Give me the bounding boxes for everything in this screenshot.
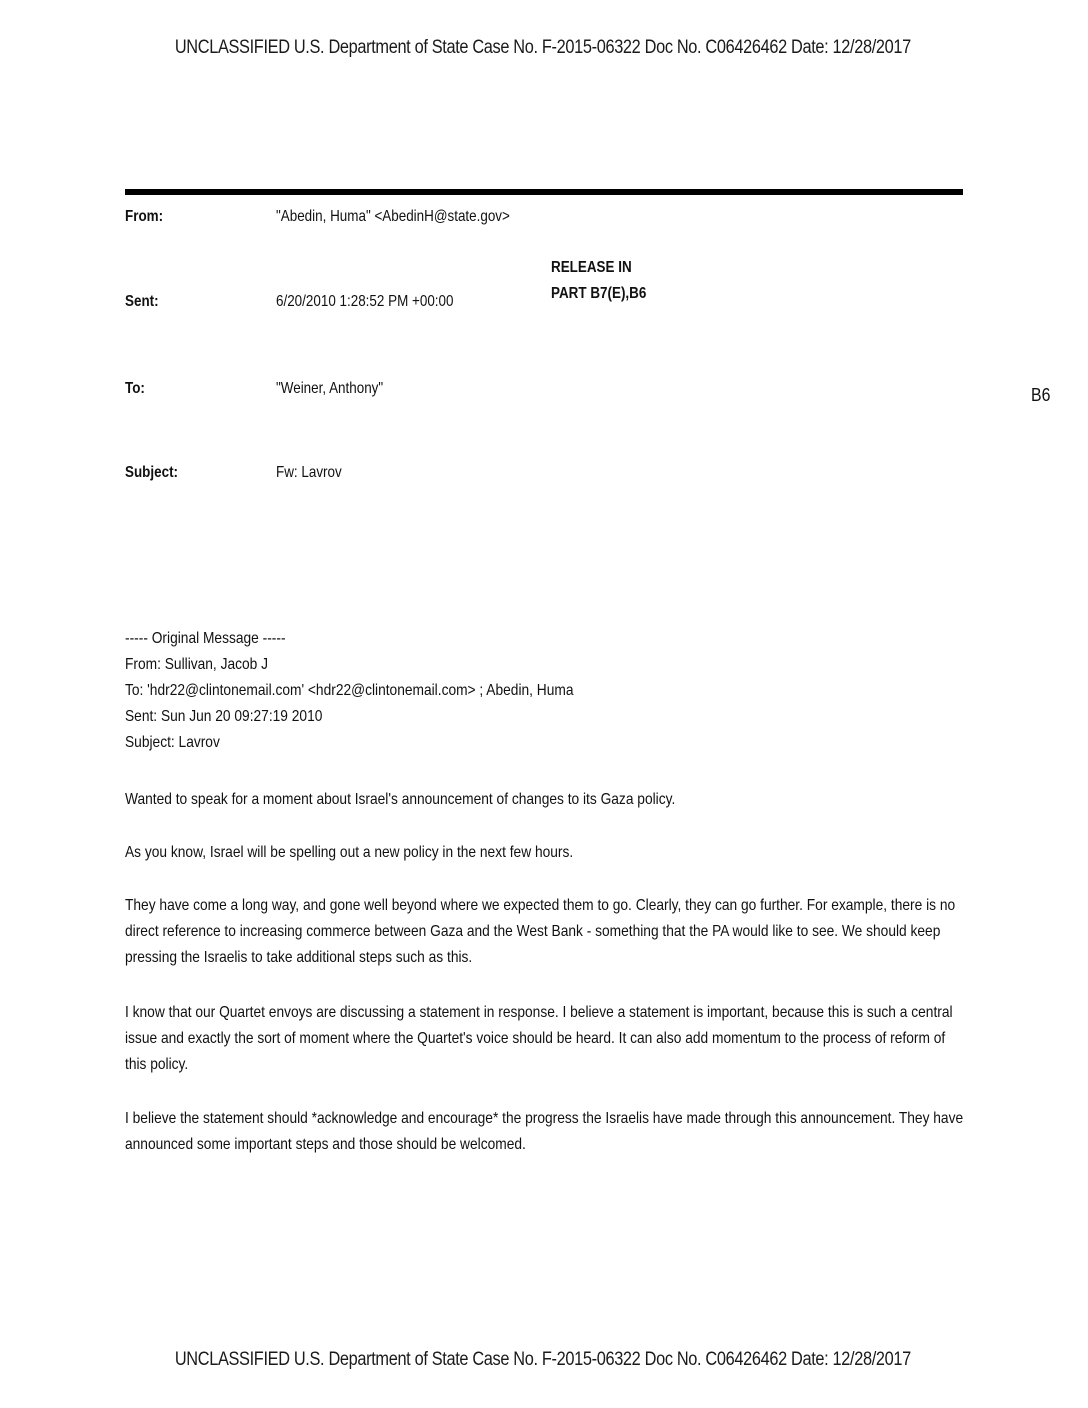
- to-label: To:: [125, 380, 145, 397]
- body-paragraph-1: Wanted to speak for a moment about Israel's announcement of changes to its Gaza policy.: [125, 791, 676, 808]
- from-value: "Abedin, Huma" <AbedinH@state.gov>: [276, 208, 510, 225]
- release-line-2: PART B7(E),B6: [551, 285, 647, 302]
- from-label: From:: [125, 208, 164, 225]
- original-message-divider: ----- Original Message -----: [125, 630, 286, 647]
- classification-banner-top: UNCLASSIFIED U.S. Department of State Case No. F-2015-06322 Doc No. C06426462 Date: 12/28/2017: [174, 37, 911, 58]
- release-line-1: RELEASE IN: [551, 259, 632, 276]
- subject-label: Subject:: [125, 464, 179, 481]
- header-divider: [125, 189, 963, 195]
- body-paragraph-4: I know that our Quartet envoys are discussing a statement in response. I believe a statement is important, because this is such a central issue and exactly the sort of moment where the Quartet's voice should be heard. It can also add momentum to the process of reform of this policy.: [125, 1004, 953, 1073]
- body-paragraph-5: I believe the statement should *acknowledge and encourage* the progress the Israelis have made through this announcement. They have announced some important steps and those should be welcomed.: [125, 1110, 964, 1153]
- redaction-code-b6: B6: [1031, 385, 1051, 405]
- original-from: From: Sullivan, Jacob J: [125, 656, 269, 673]
- original-to: To: 'hdr22@clintonemail.com' <hdr22@clintonemail.com> ; Abedin, Huma: [125, 682, 574, 699]
- subject-value: Fw: Lavrov: [276, 464, 342, 481]
- original-message-header: [125, 626, 574, 756]
- body-paragraph-2: As you know, Israel will be spelling out a new policy in the next few hours.: [125, 844, 574, 861]
- release-stamp: [551, 255, 646, 307]
- sent-label: Sent:: [125, 293, 159, 310]
- to-value: "Weiner, Anthony": [276, 380, 384, 397]
- classification-banner-bottom: UNCLASSIFIED U.S. Department of State Case No. F-2015-06322 Doc No. C06426462 Date: 12/28/2017: [174, 1349, 911, 1370]
- original-subject: Subject: Lavrov: [125, 734, 220, 751]
- body-paragraph-3: They have come a long way, and gone well beyond where we expected them to go. Clearly, they can go further. For example, there is no direct reference to increasing commerce between Gaza and the West Bank - something that the PA would like to see. We should keep pressing the Israelis to take additional steps such as this.: [125, 897, 956, 966]
- sent-value: 6/20/2010 1:28:52 PM +00:00: [276, 293, 454, 310]
- original-sent: Sent: Sun Jun 20 09:27:19 2010: [125, 708, 323, 725]
